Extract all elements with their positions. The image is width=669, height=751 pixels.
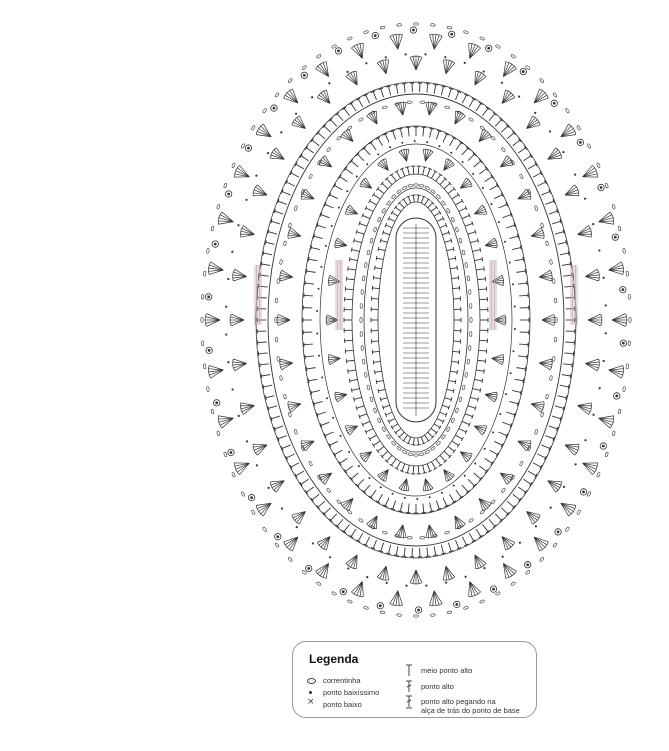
legend-item-single <box>305 697 362 710</box>
half-double-icon <box>403 666 421 676</box>
legend-label: ponto alto <box>421 682 454 691</box>
legend-item-double <box>403 682 454 692</box>
legend-label: ponto baixíssimo <box>323 688 380 697</box>
legend-item-half-double <box>403 666 472 676</box>
legend-label: ponto alto pegando na alça de trás do ponto de base <box>421 697 520 715</box>
legend-item-slip <box>305 688 379 698</box>
legend-label: meio ponto alto <box>421 666 473 675</box>
legend-item-chain <box>305 676 361 686</box>
legend-item-double-back-loop <box>403 697 520 715</box>
oval-icon <box>305 676 323 686</box>
x-icon: × <box>307 697 315 707</box>
legend-label: ponto baixo <box>323 700 362 709</box>
legend-label: correntinha <box>323 676 361 685</box>
legend-box <box>292 641 537 718</box>
double-back-loop-icon <box>403 697 421 707</box>
legend-title: Legenda <box>309 652 359 666</box>
chart-strokes <box>201 23 631 617</box>
double-icon <box>403 682 421 692</box>
